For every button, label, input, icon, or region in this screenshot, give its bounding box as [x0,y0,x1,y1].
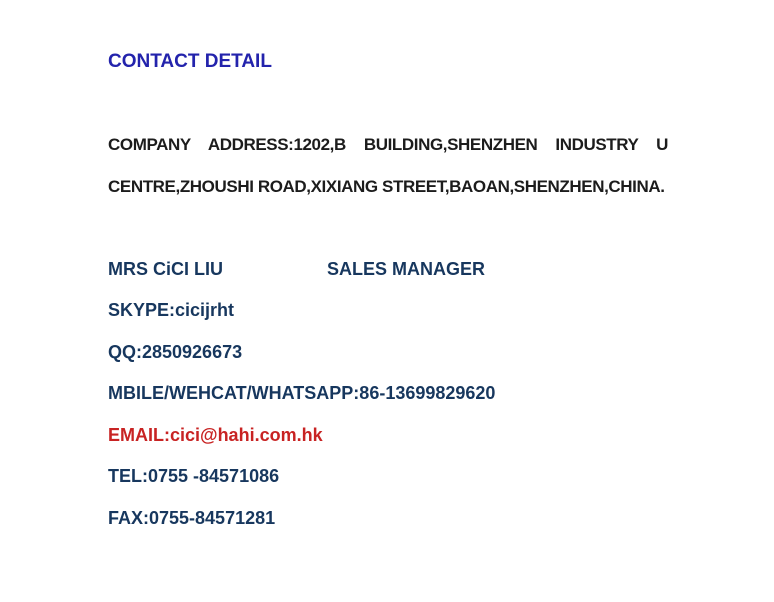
company-address-line-2: CENTRE,ZHOUSHI ROAD,XIXIANG STREET,BAOAN,SHENZHEN,CHINA. [108,176,665,196]
contact-role: SALES MANAGER [327,258,486,279]
qq-line: QQ:2850926673 [108,341,243,362]
contact-detail-document [108,41,668,539]
blank-line [108,207,668,249]
email-line: EMAIL:cici@hahi.com.hk [108,424,323,445]
mobile-wechat-whatsapp-line: MBILE/WEHCAT/WHATSAPP:86-13699829620 [108,383,496,403]
page-title: CONTACT DETAIL [108,51,272,72]
company-address-line-1: COMPANY ADDRESS:1202,B BUILDING,SHENZHEN INDUSTRY U [108,135,668,154]
contact-name-role-row [108,249,668,291]
fax-line: FAX:0755-84571281 [108,507,276,528]
blank-line [108,83,668,125]
tel-line: TEL:0755 -84571086 [108,466,280,486]
contact-name: MRS CiCI LIU [108,258,223,279]
skype-line: SKYPE:cicijrht [108,300,235,320]
